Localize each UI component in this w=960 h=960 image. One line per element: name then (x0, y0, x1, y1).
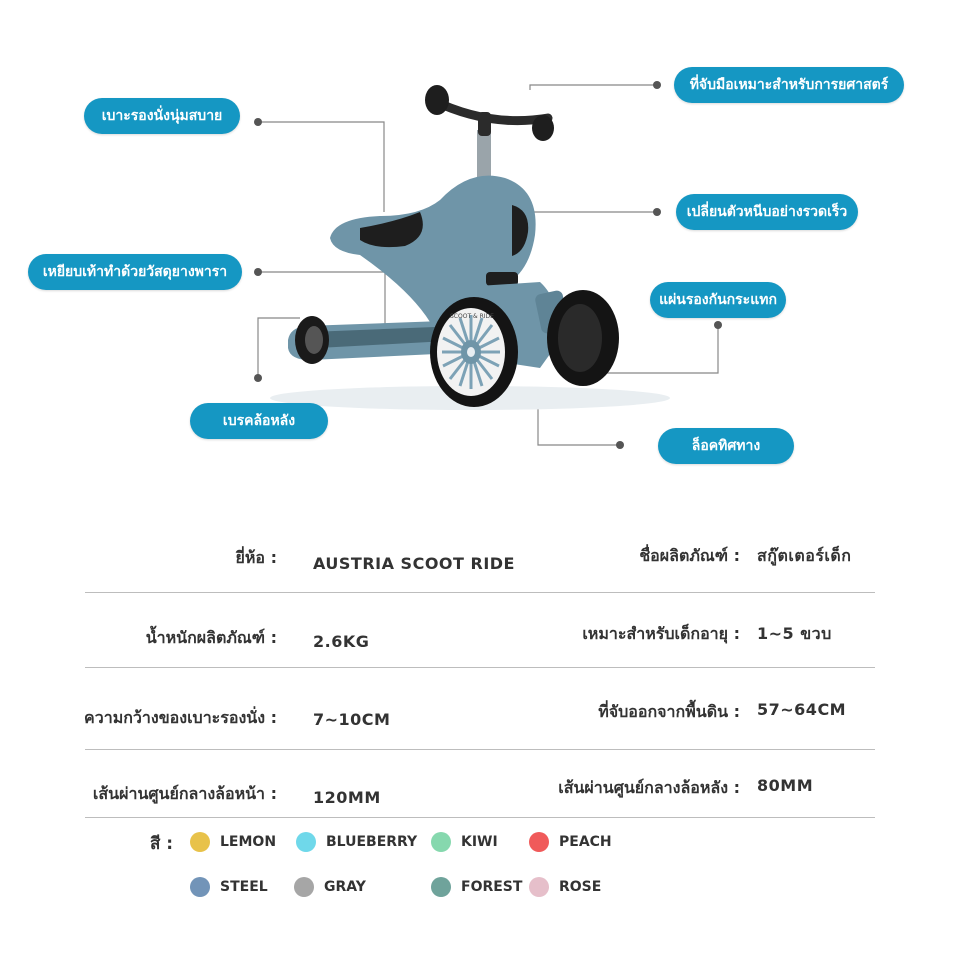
color-option (529, 875, 601, 899)
color-option (431, 875, 522, 899)
callout-soft-seat: เบาะรองนั่งนุ่มสบาย (84, 98, 240, 134)
spec-label: ความกว้างของเบาะรองนั่ง : (84, 708, 277, 727)
spec-label: ที่จับออกจากพื้นดิน : (598, 702, 740, 721)
color-swatch (431, 877, 451, 897)
color-name: GRAY (324, 879, 366, 895)
color-swatch (529, 832, 549, 852)
color-option (190, 875, 268, 899)
color-option (529, 830, 612, 854)
spec-label: น้ำหนักผลิตภัณฑ์ : (145, 628, 277, 647)
divider (85, 749, 875, 750)
spec-row (85, 756, 875, 832)
spec-row (85, 676, 875, 752)
color-option (294, 875, 366, 899)
color-swatch (190, 832, 210, 852)
divider (85, 667, 875, 668)
spec-label: เหมาะสำหรับเด็กอายุ : (582, 624, 740, 643)
spec-value: สกู๊ตเตอร์เด็ก (757, 546, 852, 565)
color-name: BLUEBERRY (326, 834, 418, 850)
spec-row (85, 526, 875, 602)
colors-label: สี : (150, 834, 174, 854)
color-swatch (431, 832, 451, 852)
callout-quick-transform: เปลี่ยนตัวหนีบอย่างรวดเร็ว (676, 194, 858, 230)
color-name: FOREST (461, 879, 523, 895)
spec-row (85, 600, 875, 676)
color-option (190, 830, 276, 854)
divider (85, 817, 875, 818)
callout-shock-pad: แผ่นรองกันกระแทก (650, 282, 786, 318)
spec-label: ชื่อผลิตภัณฑ์ : (639, 546, 740, 565)
rear-wheel (295, 316, 329, 364)
color-swatch (294, 877, 314, 897)
color-name: PEACH (559, 834, 612, 850)
spec-label: ยี่ห้อ : (235, 548, 277, 567)
color-swatch (529, 877, 549, 897)
spec-value: 80MM (757, 776, 814, 795)
color-name: LEMON (220, 834, 277, 850)
color-option (296, 830, 417, 854)
color-swatch (190, 877, 210, 897)
color-name: STEEL (220, 879, 268, 895)
divider (85, 592, 875, 593)
callout-direction-lock: ล็อคทิศทาง (658, 428, 794, 464)
spec-value: 1~5 ขวบ (757, 624, 832, 643)
spec-value: 2.6KG (313, 632, 370, 651)
spec-value: AUSTRIA SCOOT RIDE (313, 554, 515, 573)
handlebar (425, 85, 554, 141)
spec-label: เส้นผ่านศูนย์กลางล้อหน้า : (92, 784, 277, 803)
color-name: ROSE (559, 879, 602, 895)
spec-value: 7~10CM (313, 710, 391, 729)
wheel-print: SCOOT & RIDE (450, 313, 494, 320)
color-name: KIWI (461, 834, 498, 850)
callout-rear-brake: เบรคล้อหลัง (190, 403, 328, 439)
spec-value: 120MM (313, 788, 381, 807)
callout-ergonomic-handle: ที่จับมือเหมาะสำหรับการยศาสตร์ (674, 67, 904, 103)
color-swatch (296, 832, 316, 852)
front-wheel-right (547, 290, 619, 386)
color-option (431, 830, 498, 854)
callout-footrest-rubber: เหยียบเท้าทำด้วยวัสดุยางพารา (28, 254, 242, 290)
spec-label: เส้นผ่านศูนย์กลางล้อหลัง : (558, 778, 740, 797)
spec-value: 57~64CM (757, 700, 847, 719)
